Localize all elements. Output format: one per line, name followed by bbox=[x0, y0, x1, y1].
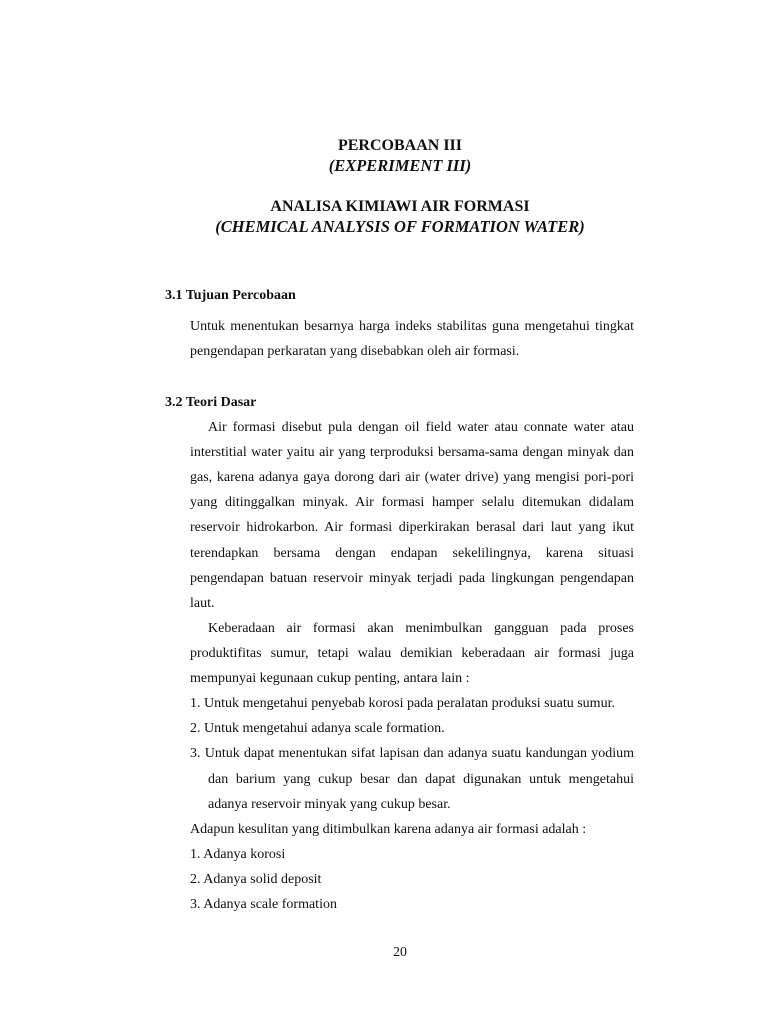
teori-para1-line-8: laut. bbox=[190, 596, 215, 611]
difficulty-item-1: 1. Adanya korosi bbox=[190, 847, 286, 862]
uses-item-1: 1. Untuk mengetahui penyebab korosi pada peralatan produksi suatu sumur. bbox=[190, 696, 615, 711]
teori-para1-line-4: yang ditinggalkan minyak. Air formasi hamper selalu ditemukan didalam bbox=[190, 495, 634, 510]
teori-para1-line-3: gas, karena adanya gaya dorong dari air (water drive) yang mengisi pori-pori bbox=[190, 470, 634, 485]
teori-para1-line-6: terendapkan bersama dengan endapan sekelilingnya, karena situasi bbox=[190, 546, 634, 561]
teori-para2-line-1: Keberadaan air formasi akan menimbulkan gangguan pada proses bbox=[208, 621, 634, 636]
section-heading-teori: 3.2 Teori Dasar bbox=[165, 395, 257, 410]
teori-para1-line-7: pengendapan batuan reservoir minyak terjadi pada lingkungan pengendapan bbox=[190, 571, 634, 586]
teori-para2-line-3: mempunyai kegunaan cukup penting, antara lain : bbox=[190, 671, 470, 686]
chapter-subtitle-english: (CHEMICAL ANALYSIS OF FORMATION WATER) bbox=[215, 217, 585, 236]
tujuan-line-2: pengendapan perkaratan yang disebabkan oleh air formasi. bbox=[190, 344, 520, 359]
tujuan-line-1: Untuk menentukan besarnya harga indeks stabilitas guna mengetahui tingkat bbox=[190, 319, 634, 334]
teori-para1-line-1: Air formasi disebut pula dengan oil field water atau connate water atau bbox=[208, 420, 634, 435]
uses-item-2: 2. Untuk mengetahui adanya scale formation. bbox=[190, 721, 445, 736]
teori-para1-line-5: reservoir hidrokarbon. Air formasi diperkirakan berasal dari laut yang ikut bbox=[190, 520, 634, 535]
chapter-title-english: (EXPERIMENT III) bbox=[328, 156, 472, 175]
uses-item-3: 3. Untuk dapat menentukan sifat lapisan dan adanya suatu kandungan yodium bbox=[190, 746, 634, 761]
page-number: 20 bbox=[393, 945, 407, 960]
section-heading-tujuan: 3.1 Tujuan Percobaan bbox=[165, 288, 296, 303]
uses-item-3-cont-1: dan barium yang cukup besar dan dapat digunakan untuk mengetahui bbox=[208, 772, 634, 787]
difficulty-item-2: 2. Adanya solid deposit bbox=[190, 872, 322, 887]
chapter-title: PERCOBAAN III bbox=[337, 137, 462, 154]
teori-para1-line-2: interstitial water yaitu air yang terproduksi bersama-sama dengan minyak dan bbox=[190, 445, 634, 460]
chapter-subtitle: ANALISA KIMIAWI AIR FORMASI bbox=[270, 198, 530, 215]
difficulties-intro: Adapun kesulitan yang ditimbulkan karena adanya air formasi adalah : bbox=[190, 822, 587, 837]
uses-item-3-cont-2: adanya reservoir minyak yang cukup besar. bbox=[208, 797, 451, 812]
difficulty-item-3: 3. Adanya scale formation bbox=[190, 897, 337, 912]
teori-para2-line-2: produktifitas sumur, tetapi walau demikian keberadaan air formasi juga bbox=[190, 646, 634, 661]
